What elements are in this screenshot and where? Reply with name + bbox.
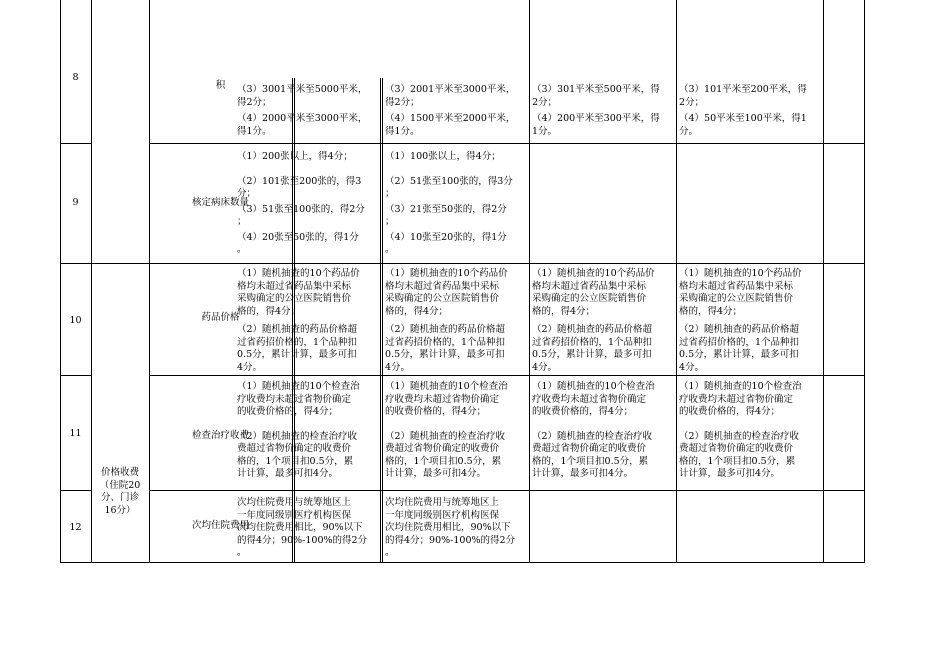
score-text: （3）301平米至500平米，得 2分； — [532, 84, 660, 108]
score-text: （2）随机抽查的药品价格超 过省药招价格的，1个品种扣 0.5分，累计计算，最多可扣 4分。 — [237, 324, 358, 373]
score-text: （2）随机抽查的药品价格超 过省药招价格的，1个品种扣 0.5分，累计计算，最多可扣 4分。 — [385, 324, 506, 373]
criterion-label: 核定病床数量 — [191, 197, 249, 208]
category-label — [91, 467, 149, 517]
score-cell — [385, 151, 527, 257]
score-text: （2）随机抽查的药品价格超 过省药招价格的，1个品种扣 0.5分，累计计算，最多可扣 4分。 — [532, 324, 653, 373]
col-divider — [823, 0, 824, 563]
row-number: 9 — [72, 197, 79, 208]
score-table — [60, 0, 865, 563]
criterion-label: 药品价格 — [201, 312, 240, 323]
score-cell — [532, 268, 674, 374]
score-text: （2）随机抽查的检查治疗收 费超过省物价确定的收费价 格的，1个项目扣0.5分，累 计计算，最多可扣4分。 — [532, 430, 653, 479]
score-text: 次均住院费用与统筹地区上 一年度同级别医疗机构医保 次均住院费用相比，90%以下 的得4分；90%-100%的得2分 。 — [237, 497, 368, 558]
row-divider — [149, 143, 865, 144]
score-cell — [237, 497, 379, 560]
score-text: （1）随机抽查的10个药品价 格均未超过省药品集中采标 采购确定的公立医院销售价 格的，得4分； — [532, 268, 655, 317]
col-divider — [676, 0, 677, 563]
score-text: （2）51张至100张的，得3分 ； — [385, 175, 513, 199]
score-text: （2）随机抽查的检查治疗收 费超过省物价确定的收费价 格的，1个项目扣0.5分，累 计计算，最多可扣4分。 — [679, 430, 800, 479]
score-cell — [679, 381, 821, 481]
score-text: （3）3001平米至5000平米， 得2分； — [237, 84, 368, 108]
score-text: （1）随机抽查的10个检查治 疗收费均未超过省物价确定 的收费价格的，得4分； — [679, 381, 802, 417]
score-text: （1）随机抽查的10个药品价 格均未超过省药品集中采标 采购确定的公立医院销售价 格的，得4分； — [679, 268, 802, 317]
score-text: （4）50平米至100平米，得1 分。 — [679, 113, 807, 137]
category-text: 价格收费 （住院20 分、门诊 16分） — [99, 467, 141, 516]
row-divider — [60, 143, 91, 144]
score-cell — [385, 84, 527, 138]
score-text: （4）1500平米至2000平米， 得1分。 — [385, 113, 516, 137]
score-text: （1）随机抽查的10个检查治 疗收费均未超过省物价确定 的收费价格的，得4分； — [385, 381, 508, 417]
score-text: 次均住院费用与统筹地区上 一年度同级别医疗机构医保 次均住院费用相比，90%以下 的得4分；90%-100%的得2分 。 — [385, 497, 516, 558]
score-cell — [679, 268, 821, 374]
score-text: （2）101张至200张的，得3 分； — [237, 175, 362, 199]
criterion-label: 次均住院费用 — [191, 520, 249, 531]
criterion-label: 检查治疗收费 — [191, 430, 249, 441]
score-text: （1）100张以上，得4分； — [385, 151, 501, 162]
col-divider — [529, 0, 530, 563]
score-text: （4）10张至20张的，得1分 。 — [385, 231, 507, 255]
score-cell — [532, 381, 674, 481]
score-text: （1）随机抽查的10个检查治 疗收费均未超过省物价确定 的收费价格的，得4分； — [237, 381, 360, 417]
score-cell — [237, 84, 379, 138]
score-text: （1）随机抽查的10个检查治 疗收费均未超过省物价确定 的收费价格的，得4分； — [532, 381, 655, 417]
row-divider — [60, 263, 865, 264]
score-text: （3）21张至50张的，得2分 ； — [385, 203, 507, 227]
score-cell — [532, 84, 674, 138]
score-cell — [237, 381, 379, 481]
row-divider — [60, 375, 91, 376]
score-text: （3）101平米至200平米，得 2分； — [679, 84, 807, 108]
score-cell — [385, 497, 527, 560]
row-number: 8 — [72, 72, 79, 83]
row-divider — [60, 490, 91, 491]
score-text: （1）200张以上，得4分； — [237, 151, 353, 162]
score-text: （4）20张至50张的，得1分 。 — [237, 231, 359, 255]
score-text: （3）51张至100张的，得2分 ； — [237, 203, 365, 227]
score-text: （3）2001平米至3000平米， 得2分； — [385, 84, 516, 108]
score-text: （4）200平米至300平米，得 1分。 — [532, 113, 660, 137]
score-text: （2）随机抽查的检查治疗收 费超过省物价确定的收费价 格的，1个项目扣0.5分，累 计计算，最多可扣4分。 — [237, 430, 358, 479]
score-cell — [679, 84, 821, 138]
score-text: （4）2000平米至3000平米， 得1分。 — [237, 113, 368, 137]
score-cell — [385, 381, 527, 481]
table-border-right — [864, 0, 865, 563]
row-divider — [149, 375, 865, 376]
row-divider — [149, 490, 865, 491]
score-text: （1）随机抽查的10个药品价 格均未超过省药品集中采标 采购确定的公立医院销售价 格的，得4分； — [385, 268, 508, 317]
row-number: 11 — [69, 428, 82, 439]
score-cell — [237, 151, 379, 257]
criterion-label: 积 — [215, 80, 226, 91]
table-border-bottom — [60, 562, 865, 563]
score-text: （1）随机抽查的10个药品价 格均未超过省药品集中采标 采购确定的公立医院销售价 格的，得4分； — [237, 268, 360, 317]
score-text: （2）随机抽查的检查治疗收 费超过省物价确定的收费价 格的，1个项目扣0.5分，累 计计算，最多可扣4分。 — [385, 430, 506, 479]
score-cell — [385, 268, 527, 374]
row-number: 10 — [69, 315, 82, 326]
score-cell — [237, 268, 379, 374]
score-text: （2）随机抽查的药品价格超 过省药招价格的，1个品种扣 0.5分，累计计算，最多可扣 4分。 — [679, 324, 800, 373]
row-number: 12 — [69, 522, 82, 533]
